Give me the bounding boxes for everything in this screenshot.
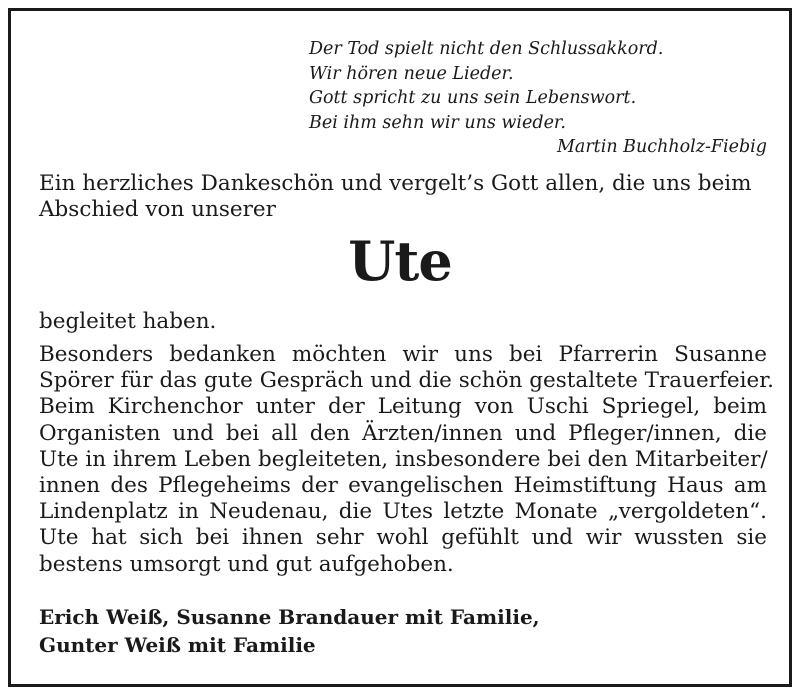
- poem-author: Martin Buchholz-Fiebig: [556, 137, 767, 157]
- paragraph-line: Ute hat sich bei ihnen sehr wohl gefühlt und wir wussten sie: [39, 525, 767, 551]
- poem: [309, 37, 769, 160]
- paragraph-line: Beim Kirchenchor unter der Leitung von Uschi Spriegel, beim: [39, 394, 767, 420]
- paragraph-line: bestens umsorgt und gut aufgehoben.: [39, 551, 454, 577]
- paragraph-line: Besonders bedanken möchten wir uns bei Pfarrerin Susanne: [39, 342, 767, 367]
- poem-line: Bei ihm sehn wir uns wieder.: [309, 112, 566, 133]
- after-name-text: begleitet haben.: [39, 309, 217, 334]
- paragraph-line: innen des Pflegeheims der evangelischen Heimstiftung Haus am: [39, 473, 767, 499]
- paragraph-line: Spörer für das gute Gespräch und die schön gestaltete Trauerfeier.: [39, 368, 774, 394]
- obituary-notice: [8, 8, 792, 687]
- signature-line: Gunter Weiß mit Familie: [39, 633, 316, 657]
- poem-line: Gott spricht zu uns sein Lebenswort.: [309, 88, 637, 108]
- paragraph-line: Lindenplatz in Neudenau, die Utes letzte Monate „vergoldeten“.: [39, 499, 767, 525]
- poem-line: Der Tod spielt nicht den Schlussakkord.: [309, 39, 664, 59]
- signature-line: Erich Weiß, Susanne Brandauer mit Familie,: [39, 605, 540, 629]
- paragraph-line: Ute in ihrem Leben begleiteten, insbesondere bei den Mitarbeiter/: [39, 446, 768, 472]
- poem-line: Wir hören neue Lieder.: [309, 63, 514, 84]
- deceased-name: Ute: [348, 229, 452, 293]
- paragraph-line: Organisten und bei all den Ärzten/innen und Pfleger/innen, die: [39, 420, 767, 446]
- intro-text: Ein herzliches Dankeschön und vergelt’s Gott allen, die uns beim Abschied von unserer: [39, 171, 752, 222]
- thanks-paragraph: [39, 342, 774, 578]
- signature: [39, 603, 540, 659]
